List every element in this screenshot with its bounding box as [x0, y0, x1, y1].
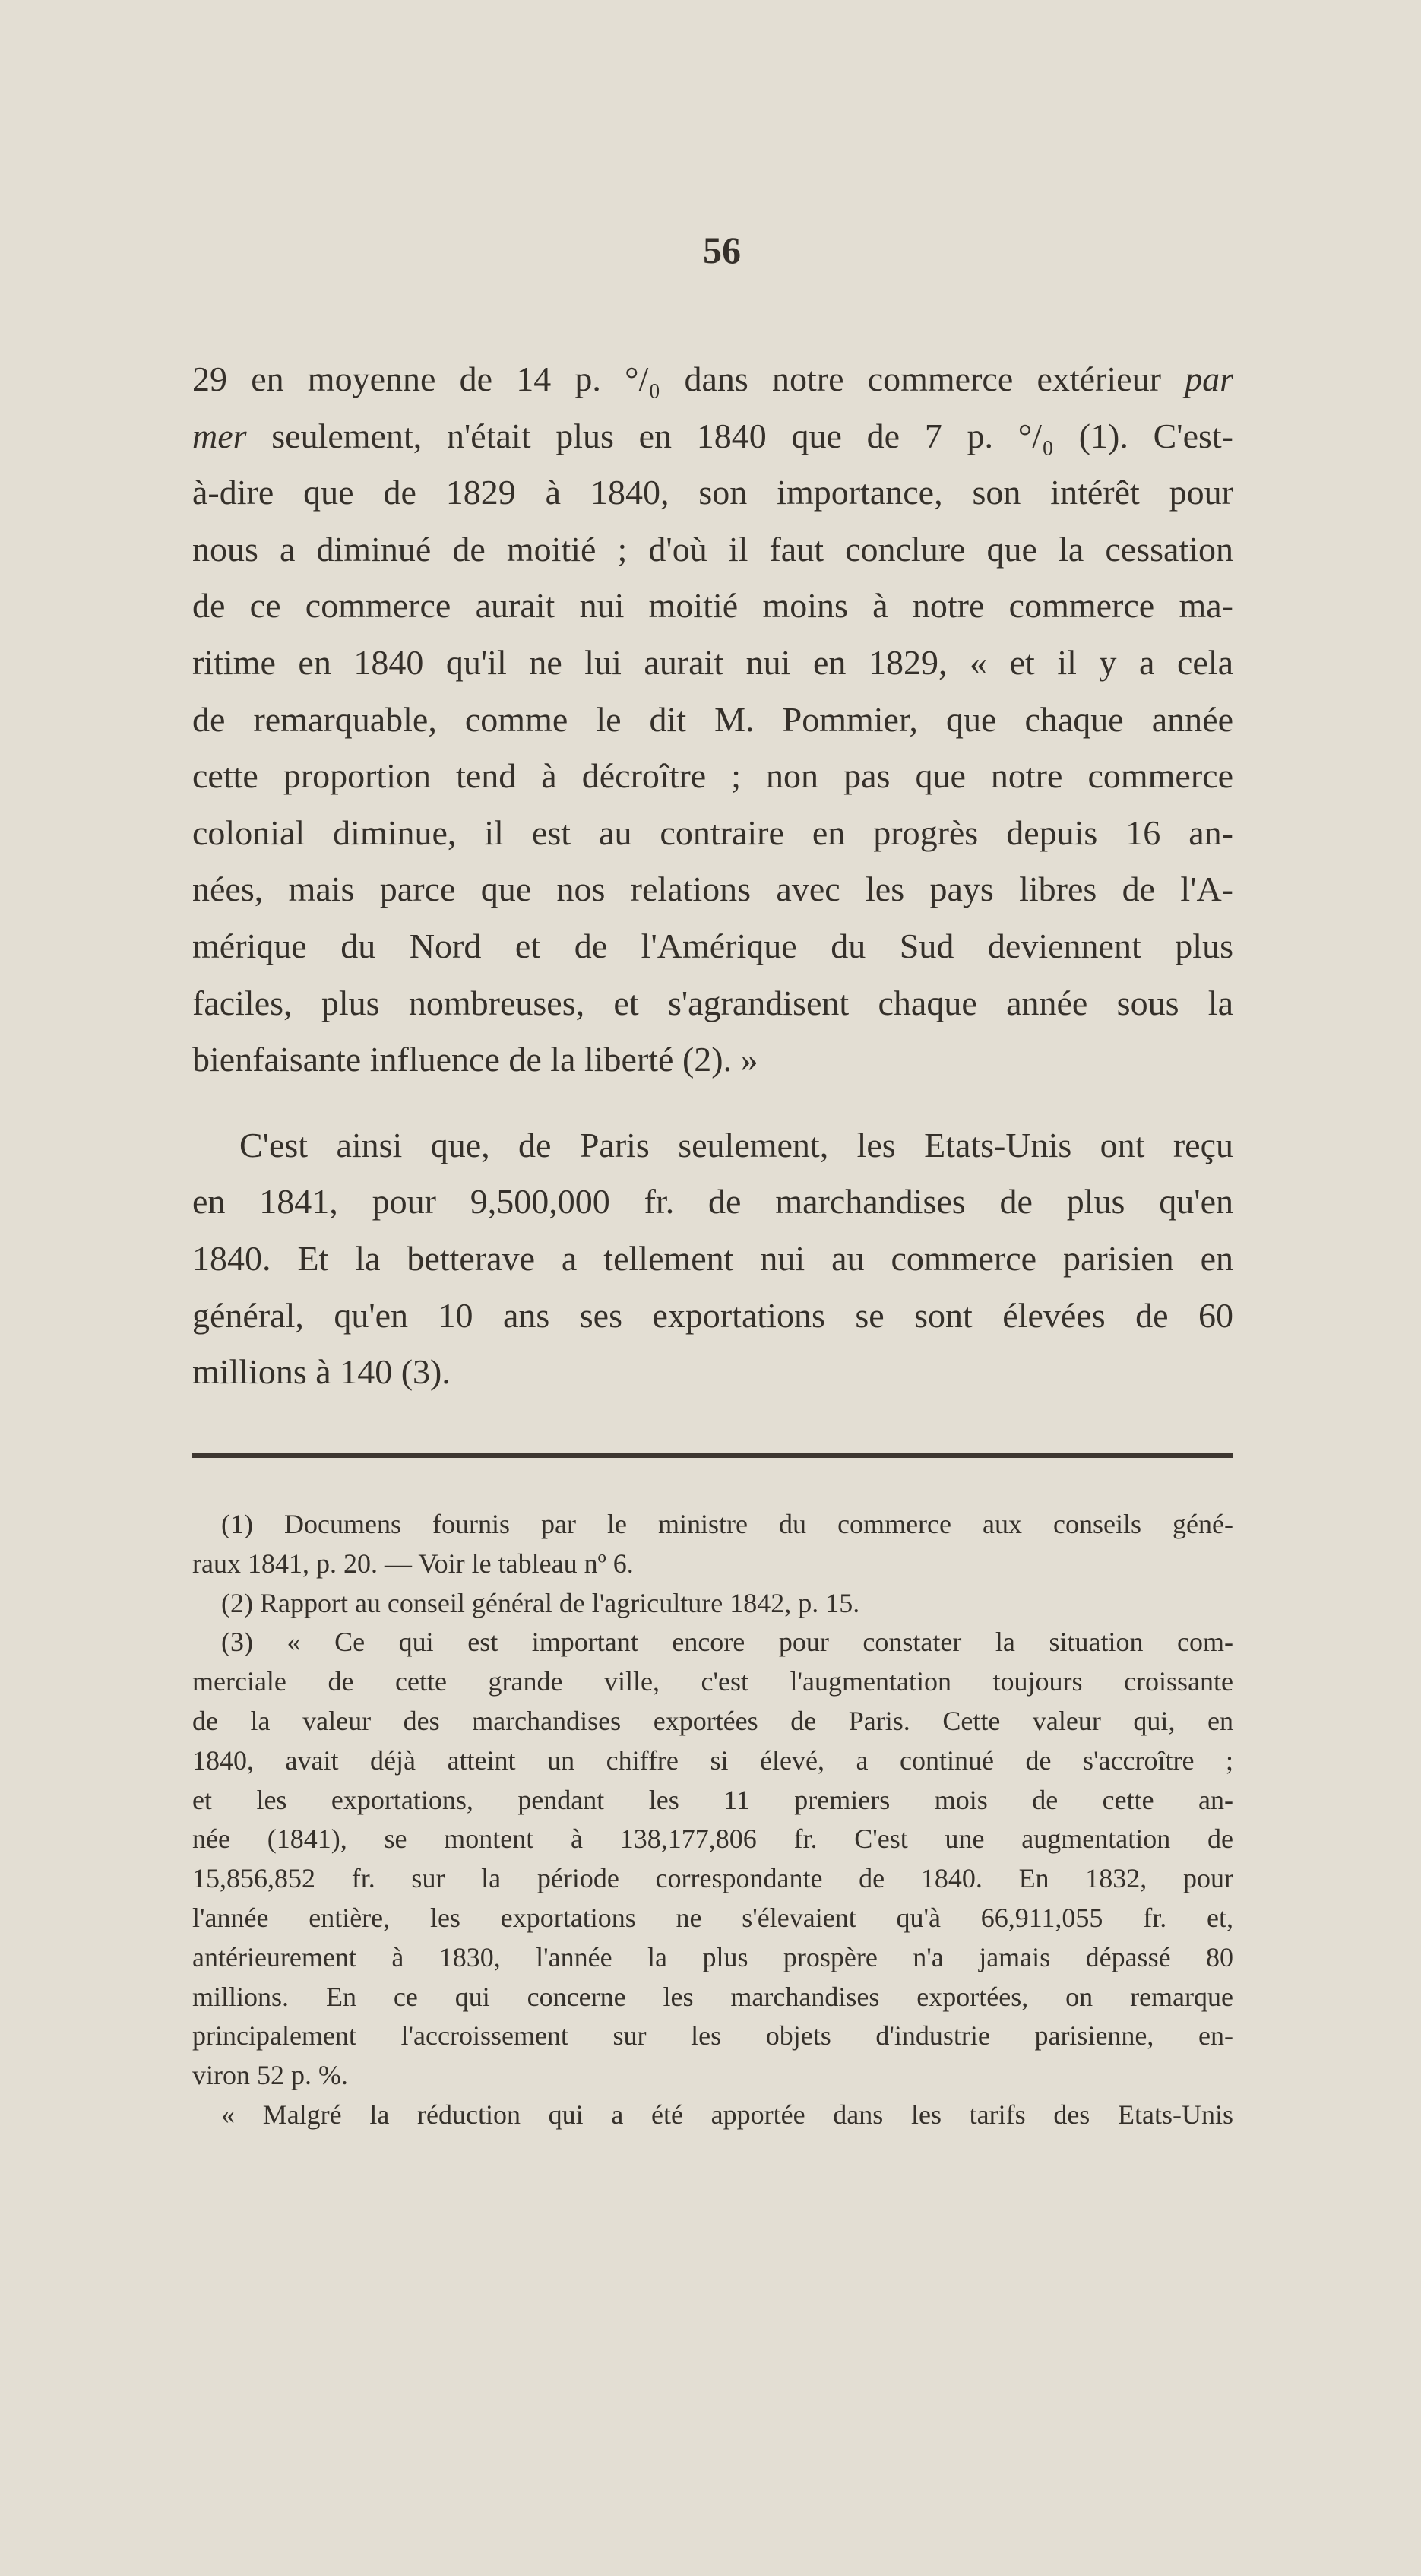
footnote-line: de la valeur des marchandises exportées de Paris. Cette valeur qui, en: [192, 1705, 1233, 1736]
footnote-line: née (1841), se montent à 138,177,806 fr. C'est une augmentation de: [192, 1823, 1233, 1855]
text-line: [192, 805, 1233, 862]
text-segment: millions à 140 (3).: [192, 1352, 451, 1392]
text-segment: bienfaisante influence de la liberté (2). »: [192, 1040, 758, 1079]
text-line: [192, 918, 1233, 975]
text-segment: nous a diminué de moitié ; d'où il faut conclure que la cessation: [192, 529, 1233, 569]
text-segment: général, qu'en 10 ans ses exportations se sont élevées de 60: [192, 1295, 1233, 1335]
text-segment: ritime en 1840 qu'il ne lui aurait nui en 1829, « et il y a cela: [192, 642, 1233, 682]
footnote-line: « Malgré la réduction qui a été apportée dans les tarifs des Etats-Unis: [221, 2099, 1233, 2130]
italic-text: par: [1185, 360, 1233, 398]
text-segment: cette proportion tend à décroître ; non pas que notre commerce: [192, 756, 1233, 796]
paragraph-gap: [192, 1088, 1233, 1117]
footnote-line: et les exportations, pendant les 11 premiers mois de cette an-: [192, 1784, 1233, 1815]
footnotes: [192, 1505, 1233, 2135]
footnote-line: (2) Rapport au conseil général de l'agriculture 1842, p. 15.: [221, 1587, 860, 1618]
text-line: [192, 1231, 1233, 1288]
text-segment: C'est ainsi que, de Paris seulement, les Etats-Unis ont reçu: [239, 1125, 1233, 1164]
text-segment: mérique du Nord et de l'Amérique du Sud deviennent plus: [192, 926, 1233, 965]
text-segment: seulement, n'était plus en 1840 que de 7 p. °/₀ (1). C'est-: [246, 416, 1233, 455]
text-line: [192, 1344, 1233, 1401]
footnote-line: antérieurement à 1830, l'année la plus prospère n'a jamais dépassé 80: [192, 1941, 1233, 1972]
text-segment: en 1841, pour 9,500,000 fr. de marchandises de plus qu'en: [192, 1182, 1233, 1221]
text-segment: de remarquable, comme le dit M. Pommier, que chaque année: [192, 699, 1233, 739]
text-line: [192, 351, 1233, 408]
text-segment: colonial diminue, il est au contraire en progrès depuis 16 an-: [192, 813, 1233, 852]
page-number: 56: [703, 229, 741, 271]
italic-text: mer: [192, 416, 247, 455]
footnote-separator-rule: [192, 1453, 1233, 1458]
text-line: [192, 578, 1233, 635]
text-line: [192, 861, 1233, 918]
text-segment: à-dire que de 1829 à 1840, son importance, son intérêt pour: [192, 473, 1233, 512]
footnote-line: (1) Documens fournis par le ministre du commerce aux conseils géné-: [221, 1509, 1233, 1539]
text-line: [192, 521, 1233, 578]
footnote-line: viron 52 p. %.: [192, 2060, 348, 2091]
footnote-line: (3) « Ce qui est important encore pour constater la situation com-: [221, 1627, 1233, 1658]
text-line: [192, 692, 1233, 749]
paragraph: [192, 1117, 1233, 1401]
text-segment: 29 en moyenne de 14 p. °/₀ dans notre commerce extérieur: [192, 360, 1185, 398]
text-line: [192, 464, 1233, 521]
paragraph: [192, 351, 1233, 1088]
text-line: [192, 1031, 1233, 1088]
text-line: [192, 748, 1233, 805]
footnote-line: raux 1841, p. 20. — Voir le tableau nº 6.: [192, 1548, 634, 1579]
text-segment: faciles, plus nombreuses, et s'agrandisent chaque année sous la: [192, 983, 1233, 1022]
text-segment: nées, mais parce que nos relations avec les pays libres de l'A-: [192, 870, 1233, 909]
text-line: [192, 1174, 1233, 1231]
footnote-line: 15,856,852 fr. sur la période correspondante de 1840. En 1832, pour: [192, 1863, 1233, 1894]
footnote-line: principalement l'accroissement sur les objets d'industrie parisienne, en-: [192, 2020, 1233, 2052]
text-line: [192, 1288, 1233, 1345]
text-segment: de ce commerce aurait nui moitié moins à notre commerce ma-: [192, 586, 1233, 626]
text-line: [192, 1117, 1233, 1174]
footnote-line: 1840, avait déjà atteint un chiffre si élevé, a continué de s'accroître ;: [192, 1744, 1233, 1776]
text-line: [192, 635, 1233, 692]
main-text: [192, 351, 1233, 1401]
text-line: [192, 408, 1233, 465]
footnote-line: millions. En ce qui concerne les marchandises exportées, on remarque: [192, 1981, 1233, 2012]
text-line: [192, 975, 1233, 1032]
text-segment: 1840. Et la betterave a tellement nui au commerce parisien en: [192, 1238, 1233, 1278]
footnote-line: merciale de cette grande ville, c'est l'augmentation toujours croissante: [192, 1666, 1233, 1697]
footnote-line: l'année entière, les exportations ne s'élevaient qu'à 66,911,055 fr. et,: [192, 1902, 1233, 1933]
